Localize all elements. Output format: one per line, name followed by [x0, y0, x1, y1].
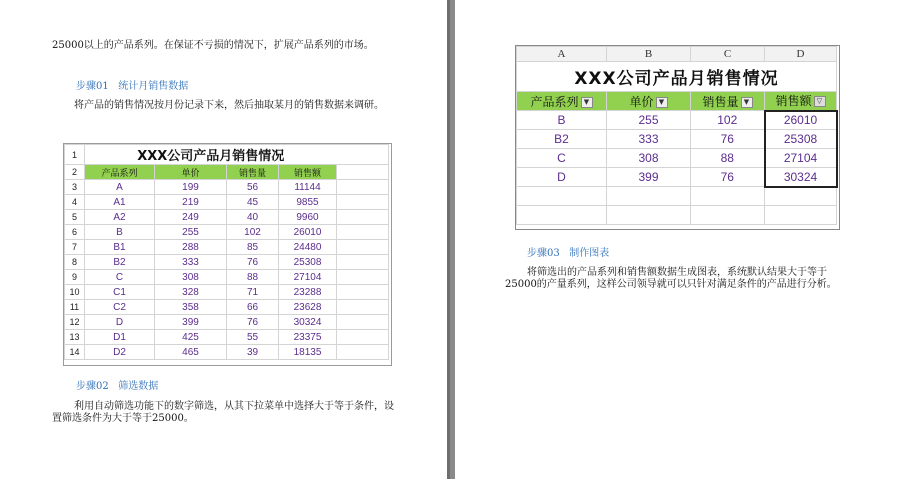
- table-cell: 66: [227, 300, 279, 315]
- table-cell: 26010: [765, 111, 837, 130]
- table-cell: 399: [607, 168, 691, 187]
- table-cell: 56: [227, 180, 279, 195]
- sheet-title: XXX公司产品月销售情况: [517, 62, 837, 92]
- table-cell: B: [517, 111, 607, 130]
- step-03-heading: [527, 244, 609, 259]
- row-number: 11: [65, 300, 85, 315]
- table-row: [65, 195, 389, 210]
- column-header: 销售额: [279, 165, 337, 180]
- row-number: 14: [65, 345, 85, 360]
- empty-row: [517, 206, 837, 225]
- column-letter: B: [607, 47, 691, 62]
- header-label: 销售量: [702, 94, 739, 109]
- empty-cell: [337, 270, 389, 285]
- table-cell: 39: [227, 345, 279, 360]
- table-cell: 308: [155, 270, 227, 285]
- header-label: 产品系列: [530, 94, 579, 109]
- empty-cell: [337, 165, 389, 180]
- header-label: 单价: [629, 94, 654, 109]
- intro-paragraph: 25000以上的产品系列。在保证不亏损的情况下，扩展产品系列的市场。: [52, 40, 374, 51]
- table-cell: 26010: [279, 225, 337, 240]
- right-page: [455, 0, 900, 479]
- table-row: [65, 180, 389, 195]
- row-number: 4: [65, 195, 85, 210]
- table-row: [65, 225, 389, 240]
- empty-cell: [337, 225, 389, 240]
- table-cell: 71: [227, 285, 279, 300]
- empty-cell: [607, 187, 691, 206]
- table-row: [65, 210, 389, 225]
- table-cell: 199: [155, 180, 227, 195]
- step-02-paragraph: 利用自动筛选功能下的数字筛选，从其下拉菜单中选择大于等于条件，设置筛选条件为大于等于25000。: [52, 401, 394, 424]
- row-number: 10: [65, 285, 85, 300]
- column-letter: D: [765, 47, 837, 62]
- empty-cell: [517, 187, 607, 206]
- row-number: 7: [65, 240, 85, 255]
- table-cell: C2: [85, 300, 155, 315]
- page-gutter: [447, 0, 455, 479]
- header-label: 销售额: [775, 94, 812, 109]
- table-cell: 18135: [279, 345, 337, 360]
- row-number: 5: [65, 210, 85, 225]
- table-cell: 23375: [279, 330, 337, 345]
- step-label: 步骤02: [76, 381, 109, 392]
- step-label: 步骤01: [76, 81, 109, 92]
- row-number: 13: [65, 330, 85, 345]
- empty-cell: [691, 187, 765, 206]
- empty-cell: [337, 240, 389, 255]
- empty-cell: [337, 145, 389, 165]
- table-row: [517, 130, 837, 149]
- step-title: 统计月销售数据: [118, 81, 189, 92]
- table-cell: C: [85, 270, 155, 285]
- filtered-sales-sheet: [515, 45, 840, 230]
- table-cell: C1: [85, 285, 155, 300]
- table-cell: B1: [85, 240, 155, 255]
- column-header: [765, 92, 837, 111]
- table-row: [517, 149, 837, 168]
- sheet-title: XXX公司产品月销售情况: [85, 145, 337, 165]
- table-cell: 219: [155, 195, 227, 210]
- table-cell: 25308: [279, 255, 337, 270]
- empty-cell: [337, 180, 389, 195]
- table-cell: 76: [227, 315, 279, 330]
- filter-funnel-icon[interactable]: ▽: [814, 96, 826, 107]
- table-cell: 358: [155, 300, 227, 315]
- table-cell: 328: [155, 285, 227, 300]
- table-cell: D: [85, 315, 155, 330]
- column-header: 单价: [155, 165, 227, 180]
- table-row: [65, 315, 389, 330]
- table-cell: 333: [155, 255, 227, 270]
- table-cell: 30324: [765, 168, 837, 187]
- header-row: [65, 165, 389, 180]
- table-row: [65, 345, 389, 360]
- dropdown-arrow-icon[interactable]: ▼: [741, 97, 753, 108]
- table-cell: 255: [155, 225, 227, 240]
- table-cell: 333: [607, 130, 691, 149]
- table-cell: 76: [227, 255, 279, 270]
- header-row: [517, 92, 837, 111]
- column-header: 产品系列: [85, 165, 155, 180]
- table-cell: B2: [85, 255, 155, 270]
- column-letter: C: [691, 47, 765, 62]
- column-header: 销售量: [227, 165, 279, 180]
- table-row: [65, 270, 389, 285]
- table-row: [65, 255, 389, 270]
- table-cell: 88: [691, 149, 765, 168]
- table-row: [65, 300, 389, 315]
- table-cell: 23628: [279, 300, 337, 315]
- step-03-paragraph: 将筛选出的产品系列和销售额数据生成图表，系统默认结果大于等于25000的产量系列，这样公司领导就可以只针对满足条件的产品进行分析。: [505, 267, 837, 290]
- table-cell: 465: [155, 345, 227, 360]
- table-cell: A: [85, 180, 155, 195]
- table-cell: 85: [227, 240, 279, 255]
- table-cell: B: [85, 225, 155, 240]
- dropdown-arrow-icon[interactable]: ▼: [656, 97, 668, 108]
- table-row: [65, 240, 389, 255]
- table-cell: 102: [691, 111, 765, 130]
- table-cell: D1: [85, 330, 155, 345]
- table-cell: 11144: [279, 180, 337, 195]
- table-cell: 27104: [279, 270, 337, 285]
- table-cell: 45: [227, 195, 279, 210]
- table-cell: 88: [227, 270, 279, 285]
- step-01-paragraph: 将产品的销售情况按月份记录下来，然后抽取某月的销售数据来调研。: [74, 100, 384, 111]
- step-02-heading: [76, 377, 158, 392]
- table-cell: 55: [227, 330, 279, 345]
- table-cell: 249: [155, 210, 227, 225]
- table-cell: 255: [607, 111, 691, 130]
- row-number: 12: [65, 315, 85, 330]
- column-header: [517, 92, 607, 111]
- table-row: [65, 285, 389, 300]
- column-letter-row: [517, 47, 837, 62]
- table-cell: 25308: [765, 130, 837, 149]
- title-row: [517, 62, 837, 92]
- empty-cell: [337, 345, 389, 360]
- table-cell: 23288: [279, 285, 337, 300]
- table-cell: D2: [85, 345, 155, 360]
- table-cell: 288: [155, 240, 227, 255]
- dropdown-arrow-icon[interactable]: ▼: [581, 97, 593, 108]
- empty-cell: [691, 206, 765, 225]
- empty-cell: [337, 300, 389, 315]
- empty-cell: [765, 187, 837, 206]
- empty-cell: [337, 285, 389, 300]
- filtered-sales-table: [516, 46, 838, 225]
- row-number: 6: [65, 225, 85, 240]
- empty-cell: [337, 255, 389, 270]
- full-sales-table: [64, 144, 389, 360]
- table-row: [65, 330, 389, 345]
- table-cell: 40: [227, 210, 279, 225]
- empty-cell: [337, 210, 389, 225]
- empty-cell: [607, 206, 691, 225]
- left-page: [0, 0, 447, 479]
- table-cell: 425: [155, 330, 227, 345]
- table-cell: 24480: [279, 240, 337, 255]
- table-cell: A2: [85, 210, 155, 225]
- row-number: 2: [65, 165, 85, 180]
- column-header: [691, 92, 765, 111]
- empty-cell: [765, 206, 837, 225]
- table-cell: 30324: [279, 315, 337, 330]
- table-cell: 76: [691, 130, 765, 149]
- empty-cell: [337, 330, 389, 345]
- table-row: [517, 168, 837, 187]
- empty-cell: [337, 195, 389, 210]
- row-number: 1: [65, 145, 85, 165]
- step-title: 筛选数据: [118, 381, 159, 392]
- table-cell: 9960: [279, 210, 337, 225]
- empty-cell: [517, 206, 607, 225]
- empty-cell: [337, 315, 389, 330]
- table-cell: D: [517, 168, 607, 187]
- row-number: 8: [65, 255, 85, 270]
- table-cell: 76: [691, 168, 765, 187]
- step-01-heading: [76, 77, 188, 92]
- table-cell: C: [517, 149, 607, 168]
- column-header: [607, 92, 691, 111]
- column-letter: A: [517, 47, 607, 62]
- row-number: 9: [65, 270, 85, 285]
- table-cell: 102: [227, 225, 279, 240]
- title-row: [65, 145, 389, 165]
- row-number: 3: [65, 180, 85, 195]
- full-sales-sheet: [63, 143, 392, 366]
- step-title: 制作图表: [569, 248, 610, 259]
- step-label: 步骤03: [527, 248, 560, 259]
- table-cell: 308: [607, 149, 691, 168]
- table-cell: A1: [85, 195, 155, 210]
- table-cell: 9855: [279, 195, 337, 210]
- table-cell: 399: [155, 315, 227, 330]
- table-cell: B2: [517, 130, 607, 149]
- empty-row: [517, 187, 837, 206]
- table-cell: 27104: [765, 149, 837, 168]
- table-row: [517, 111, 837, 130]
